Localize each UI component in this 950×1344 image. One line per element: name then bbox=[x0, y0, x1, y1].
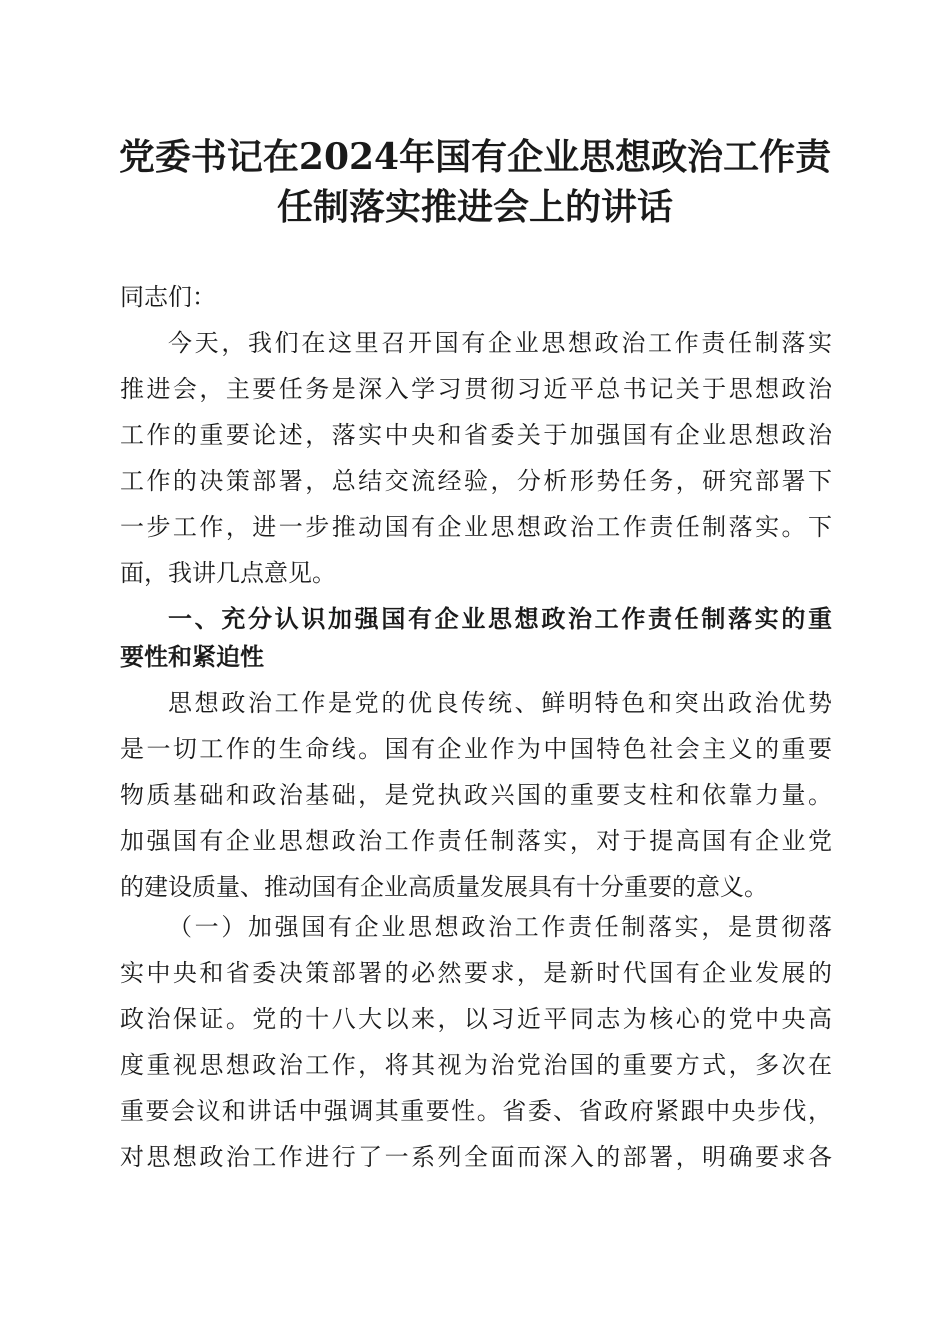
intro-line-5: 一步工作，进一步推动国有企业思想政治工作责任制落实。下 bbox=[120, 513, 832, 541]
subsection-1-line-4: 度重视思想政治工作，将其视为治党治国的重要方式，多次在 bbox=[120, 1051, 832, 1079]
section-1-para-line-1: 思想政治工作是党的优良传统、鲜明特色和突出政治优势 bbox=[168, 689, 832, 717]
subsection-1-line-2: 实中央和省委决策部署的必然要求，是新时代国有企业发展的 bbox=[120, 959, 832, 987]
document-title-line-1: 党委书记在2024年国有企业思想政治工作责 bbox=[118, 136, 832, 178]
intro-line-6: 面，我讲几点意见。 bbox=[120, 559, 336, 587]
section-1-para-line-4: 加强国有企业思想政治工作责任制落实，对于提高国有企业党 bbox=[120, 827, 832, 855]
section-1-para-line-5: 的建设质量、推动国有企业高质量发展具有十分重要的意义。 bbox=[120, 873, 768, 901]
document-title-line-2: 任制落实推进会上的讲话 bbox=[276, 186, 673, 228]
subsection-1-line-5: 重要会议和讲话中强调其重要性。省委、省政府紧跟中央步伐， bbox=[120, 1097, 832, 1125]
section-1-heading-line-2: 要性和紧迫性 bbox=[120, 643, 264, 671]
subsection-1-line-1: （一）加强国有企业思想政治工作责任制落实，是贯彻落 bbox=[168, 913, 832, 941]
section-1-para-line-2: 是一切工作的生命线。国有企业作为中国特色社会主义的重要 bbox=[120, 735, 832, 763]
section-1-heading-line-1: 一、充分认识加强国有企业思想政治工作责任制落实的重 bbox=[168, 605, 832, 633]
intro-line-4: 工作的决策部署，总结交流经验，分析形势任务，研究部署下 bbox=[120, 467, 832, 495]
intro-line-2: 推进会，主要任务是深入学习贯彻习近平总书记关于思想政治 bbox=[120, 375, 832, 403]
intro-line-3: 工作的重要论述，落实中央和省委关于加强国有企业思想政治 bbox=[120, 421, 832, 449]
subsection-1-line-3: 政治保证。党的十八大以来，以习近平同志为核心的党中央高 bbox=[120, 1005, 832, 1033]
subsection-1-line-6: 对思想政治工作进行了一系列全面而深入的部署，明确要求各 bbox=[120, 1143, 832, 1171]
section-1-para-line-3: 物质基础和政治基础，是党执政兴国的重要支柱和依靠力量。 bbox=[120, 781, 832, 809]
intro-line-1: 今天，我们在这里召开国有企业思想政治工作责任制落实 bbox=[168, 329, 832, 357]
salutation: 同志们： bbox=[120, 283, 216, 311]
